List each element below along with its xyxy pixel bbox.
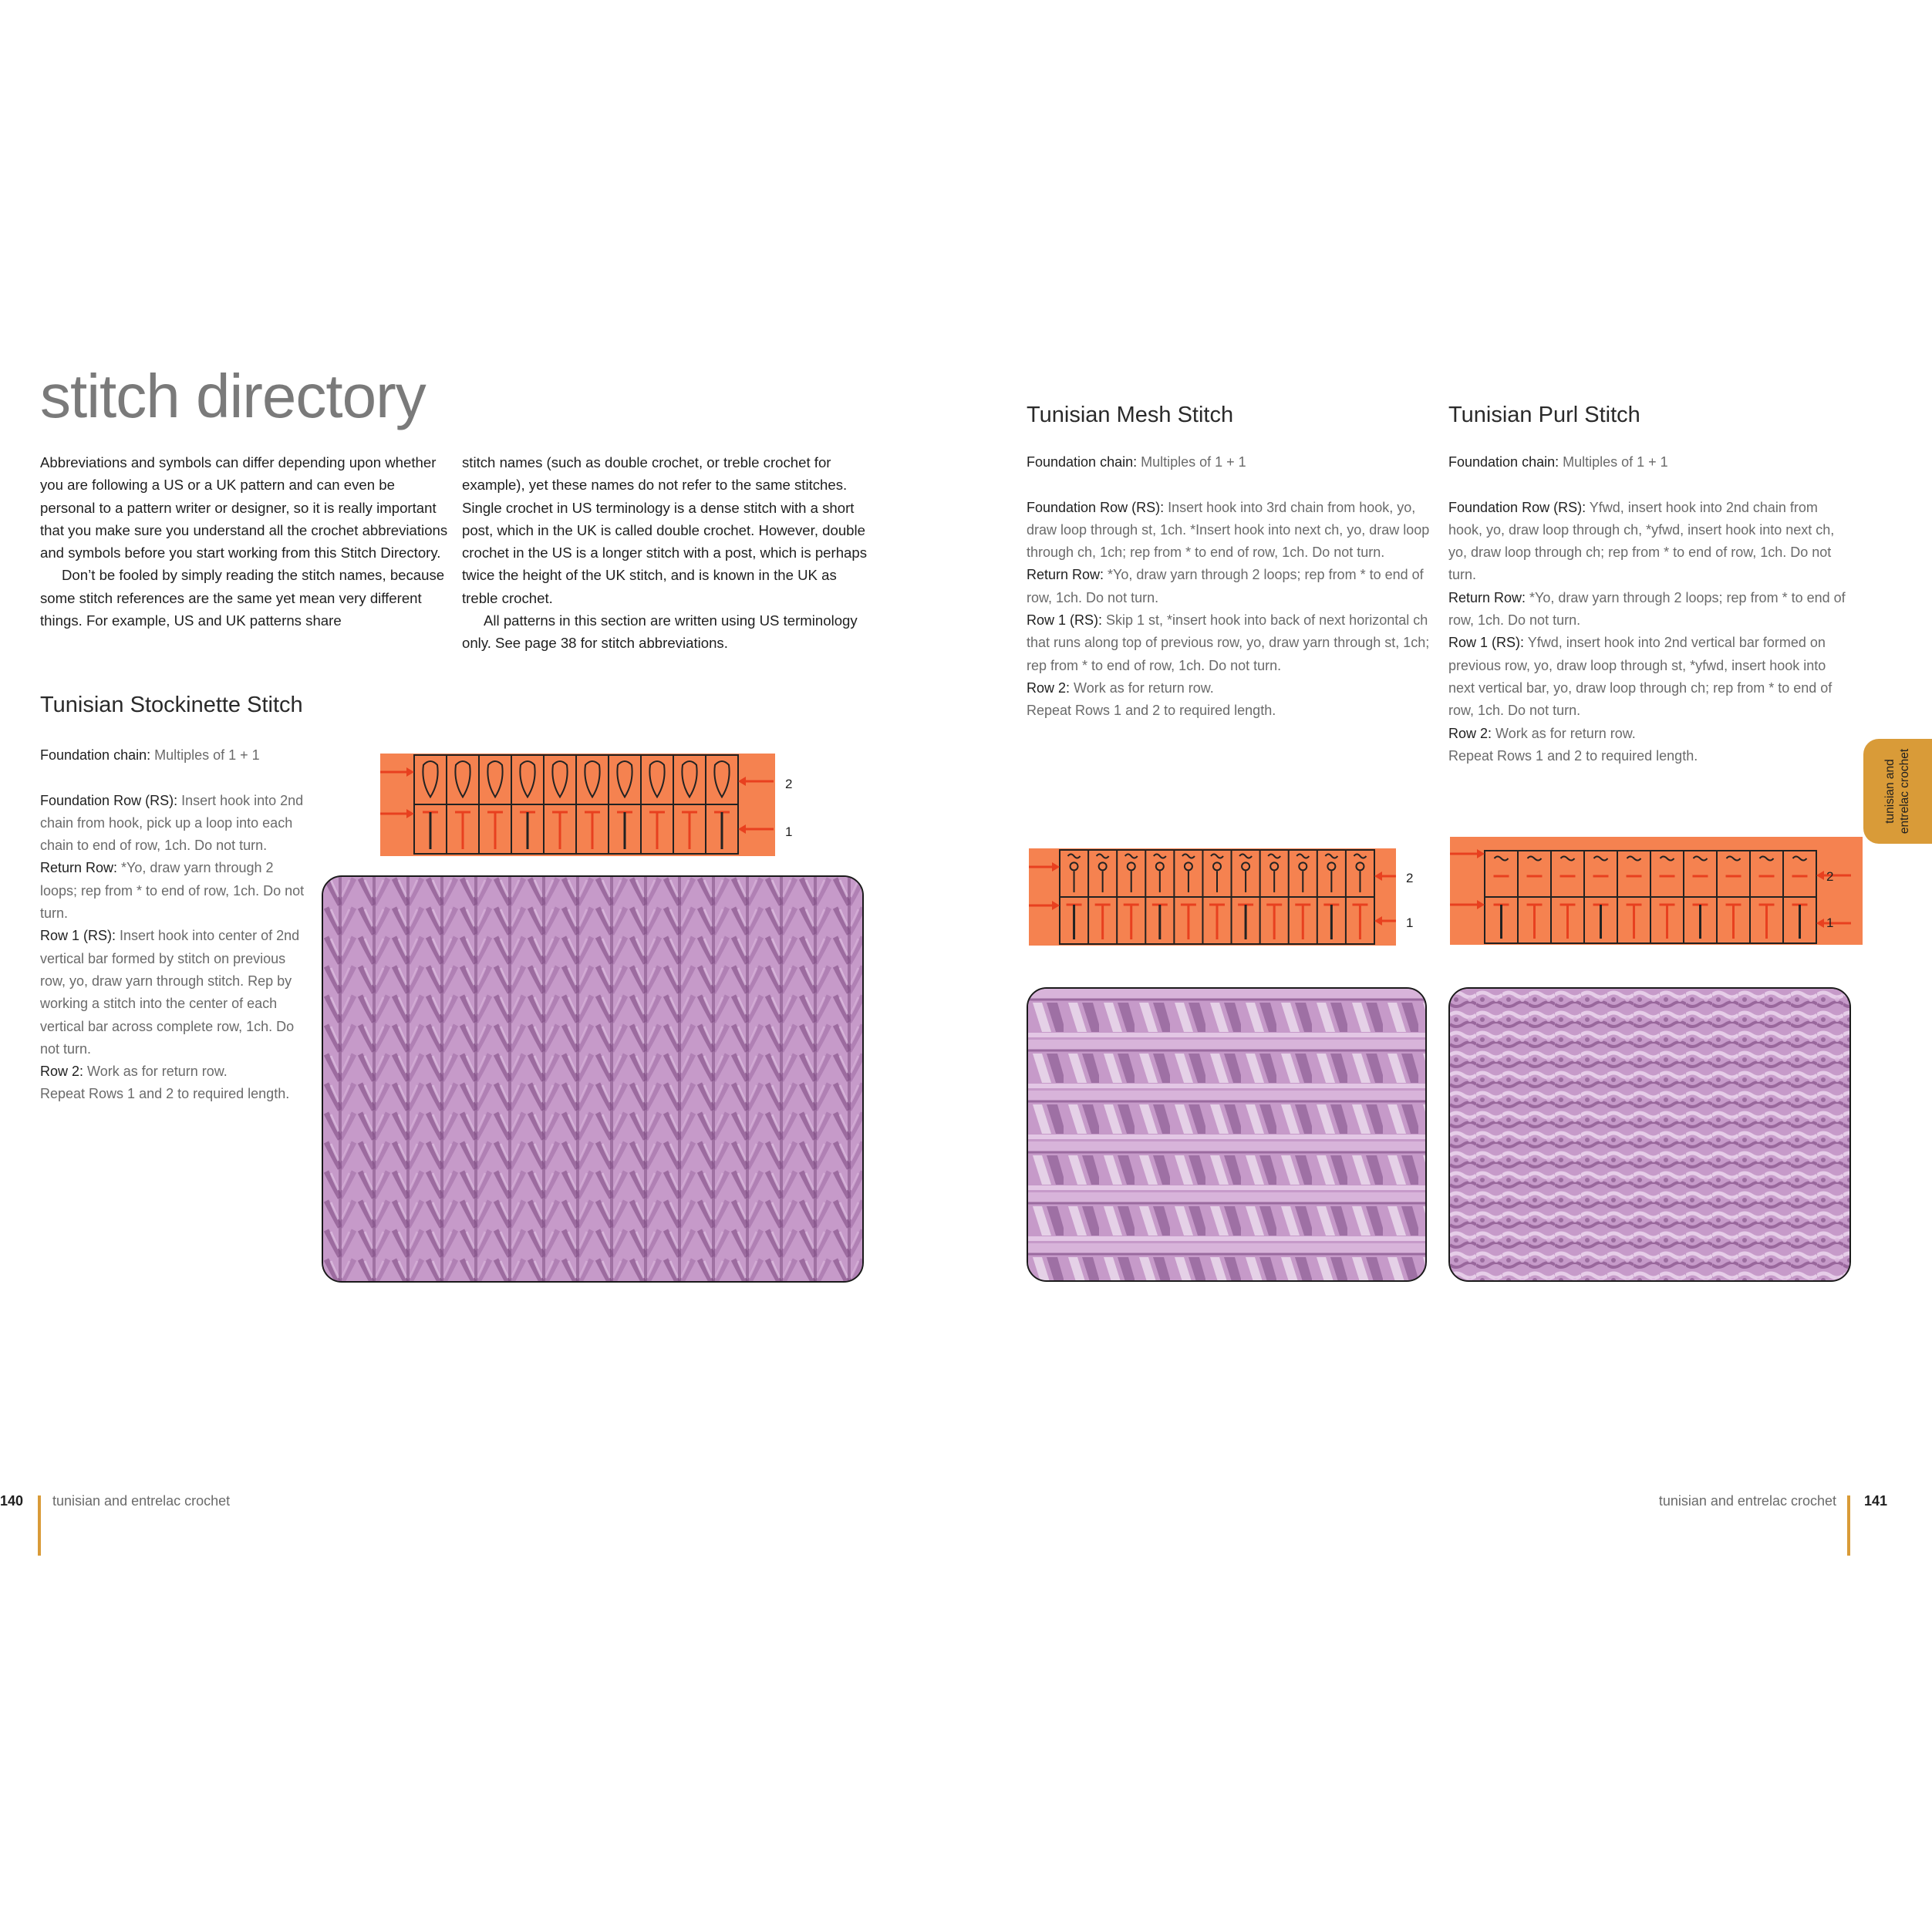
stitch-chart-purl — [1450, 837, 1863, 945]
chart-symbol — [1726, 857, 1741, 877]
chart-symbol — [1295, 905, 1310, 939]
chart-symbol — [1593, 905, 1609, 939]
value: Work as for return row. — [1070, 679, 1214, 696]
label: Foundation chain: — [40, 747, 151, 763]
value: *Yo, draw yarn through 2 loops; rep from * to end of row, 1ch. Do not turn. — [1027, 567, 1424, 605]
chart-symbol — [617, 761, 632, 797]
chart-symbol — [1759, 857, 1775, 877]
section-title-stockinette: Tunisian Stockinette Stitch — [40, 693, 303, 717]
value: Yfwd, insert hook into 2nd chain from hook, yo, draw loop through ch, *yfwd, insert hook into next ch, yo, draw loop through ch; rep from * to end of row, 1ch. Do not turn. — [1448, 499, 1835, 583]
value: Insert hook into 3rd chain from hook, yo, draw loop through st, 1ch. *Insert hook into next ch, yo, draw loop through ch, 1ch; rep from * to end of row, 1ch. Do not turn. — [1027, 499, 1430, 561]
side-tab-line: entrelac crochet — [1898, 748, 1911, 835]
label: Row 2: — [40, 1064, 84, 1080]
chart-symbol — [552, 761, 567, 797]
value: Multiples of 1 + 1 — [150, 747, 260, 763]
label: Return Row: — [1448, 589, 1526, 605]
chart-symbol — [1560, 905, 1576, 939]
chart-symbol — [1527, 905, 1543, 939]
chart-symbol — [1124, 905, 1139, 939]
intro-paragraph: All patterns in this section are written using US terminology only. See page 38 for stitch abbreviations. — [462, 612, 858, 652]
chart-symbol — [1181, 905, 1196, 939]
chart-symbol — [1693, 905, 1708, 939]
repeat-note: Repeat Rows 1 and 2 to required length. — [1448, 747, 1698, 764]
label: Foundation Row (RS): — [40, 792, 178, 808]
value: Work as for return row. — [83, 1064, 228, 1080]
chart-symbol — [1068, 855, 1081, 892]
chart-symbol — [1792, 905, 1808, 939]
chart-row-label: 1 — [1406, 915, 1414, 930]
chart-symbol — [1593, 857, 1609, 877]
stitch-chart-stockinette — [380, 754, 775, 856]
repeat-note: Repeat Rows 1 and 2 to required length. — [40, 1086, 290, 1102]
chart-symbol — [520, 761, 534, 797]
chart-symbol — [1792, 857, 1808, 877]
chart-graphic — [1450, 837, 1863, 945]
value: Insert hook into center of 2nd vertical bar formed by stitch on previous row, yo, draw yarn through stitch. Rep by working a stitch into the center of each vertical bar across complete row, 1ch. Do not turn. — [40, 928, 300, 1057]
chart-symbol — [585, 812, 600, 849]
page-number-right: 141 — [1864, 1493, 1888, 1509]
label: Return Row: — [1027, 567, 1104, 583]
value: Skip 1 st, *insert hook into back of next horizontal ch that runs along top of previous row, yo, draw yarn through st, 1ch; rep from * to end of row, 1ch. Do not turn. — [1027, 612, 1430, 673]
intro-paragraph: stitch names (such as double crochet, or treble crochet for example), yet these names do not refer to the same stitches. Single crochet in US terminology is a dense stitch with a short post, which in the UK is called double crochet. However, double crochet in the US is a longer stitch with a post, which is perhaps twice the height of the UK stitch, and is known in the UK as treble crochet. — [462, 454, 868, 606]
chart-symbol — [1209, 905, 1225, 939]
label: Foundation Row (RS): — [1027, 499, 1165, 515]
chart-symbol — [1627, 857, 1642, 877]
chart-symbol — [1095, 905, 1111, 939]
running-head-right: tunisian and entrelac crochet — [1658, 1493, 1836, 1509]
footer-rule-left — [38, 1495, 41, 1556]
chart-row-label: 1 — [1826, 915, 1834, 930]
label: Foundation chain: — [1027, 454, 1138, 470]
chart-symbol — [649, 761, 664, 797]
chart-symbol — [487, 812, 503, 849]
swatch-texture — [323, 877, 862, 1281]
chart-symbol — [1660, 857, 1675, 877]
chart-graphic — [380, 754, 775, 856]
swatch-texture — [1028, 989, 1425, 1280]
intro-paragraph: Abbreviations and symbols can differ depending upon whether you are following a US or a UK pattern and can even be personal to a pattern writer or designer, so it is really important that you make sure you understand all the crochet abbreviations and symbols before you start working from this Stitch Directory. — [40, 454, 448, 561]
chart-symbol — [1527, 857, 1543, 877]
chart-row-label: 2 — [1826, 869, 1834, 884]
chart-symbol — [423, 812, 438, 849]
chart-symbol — [1323, 905, 1339, 939]
value: *Yo, draw yarn through 2 loops; rep from * to end of row, 1ch. Do not turn. — [40, 860, 305, 922]
label: Foundation chain: — [1448, 454, 1559, 470]
chart-symbol — [487, 761, 502, 797]
swatch-texture — [1450, 989, 1849, 1280]
label: Return Row: — [40, 860, 118, 876]
chart-symbol — [1266, 905, 1282, 939]
chart-symbol — [1296, 855, 1309, 892]
chart-symbol — [1211, 855, 1223, 892]
intro-right-column — [462, 451, 871, 655]
stitch-chart-mesh — [1029, 848, 1396, 946]
value: *Yo, draw yarn through 2 loops; rep from * to end of row, 1ch. Do not turn. — [1448, 589, 1846, 629]
chart-row-label: 2 — [1406, 871, 1414, 885]
chart-graphic — [1029, 848, 1396, 946]
section-side-tab — [1863, 739, 1932, 844]
chart-symbol — [423, 761, 437, 797]
chart-row-label: 1 — [785, 824, 793, 839]
label: Row 2: — [1027, 679, 1071, 696]
chart-symbol — [1726, 905, 1741, 939]
intro-left-column — [40, 451, 449, 632]
chart-symbol — [455, 812, 470, 849]
chart-symbol — [1759, 905, 1775, 939]
label: Row 1 (RS): — [1448, 635, 1525, 651]
chart-symbol — [1627, 905, 1642, 939]
chart-row-label: 2 — [785, 777, 793, 791]
footer-rule-right — [1847, 1495, 1850, 1556]
running-head-left: tunisian and entrelac crochet — [52, 1493, 231, 1509]
chart-symbol — [617, 812, 632, 849]
chart-symbol — [649, 812, 665, 849]
swatch-photo-stockinette — [322, 875, 864, 1283]
swatch-photo-purl — [1448, 987, 1851, 1282]
chart-symbol — [1325, 855, 1337, 892]
chart-symbol — [1152, 905, 1168, 939]
label: Foundation Row (RS): — [1448, 499, 1586, 515]
value: Yfwd, insert hook into 2nd vertical bar formed on previous row, yo, draw loop through st, *yfwd, insert hook into next vertical bar, yo, draw loop through ch; rep from * to end of row, 1ch. Do not turn. — [1448, 635, 1833, 719]
chart-symbol — [1660, 905, 1675, 939]
section-title-purl: Tunisian Purl Stitch — [1448, 403, 1640, 427]
page-number-left: 140 — [0, 1493, 24, 1509]
chart-symbol — [714, 761, 729, 797]
pattern-purl — [1448, 451, 1849, 767]
page-title: stitch directory — [40, 362, 426, 430]
chart-symbol — [1268, 855, 1280, 892]
swatch-photo-mesh — [1027, 987, 1427, 1282]
label: Row 1 (RS): — [1027, 612, 1103, 629]
section-title-mesh: Tunisian Mesh Stitch — [1027, 403, 1234, 427]
chart-symbol — [1067, 905, 1082, 939]
value: Work as for return row. — [1492, 725, 1636, 741]
chart-symbol — [1560, 857, 1576, 877]
repeat-note: Repeat Rows 1 and 2 to required length. — [1027, 703, 1276, 719]
pattern-mesh — [1027, 451, 1435, 723]
chart-symbol — [1097, 855, 1109, 892]
chart-symbol — [714, 812, 730, 849]
chart-symbol — [1494, 905, 1509, 939]
chart-symbol — [1239, 855, 1252, 892]
chart-symbol — [1154, 855, 1166, 892]
value: Multiples of 1 + 1 — [1137, 454, 1246, 470]
side-tab-label — [1883, 749, 1912, 834]
chart-symbol — [455, 761, 470, 797]
chart-symbol — [682, 812, 697, 849]
chart-symbol — [520, 812, 535, 849]
intro-paragraph: Don’t be fooled by simply reading the stitch names, because some stitch references are the same yet mean very different things. For example, US and UK patterns share — [40, 567, 445, 629]
label: Row 1 (RS): — [40, 928, 116, 944]
value: Multiples of 1 + 1 — [1559, 454, 1668, 470]
value: Insert hook into 2nd chain from hook, pick up a loop into each chain to end of row, 1ch. Do not turn. — [40, 792, 304, 854]
chart-symbol — [1182, 855, 1195, 892]
chart-symbol — [682, 761, 696, 797]
pattern-stockinette — [40, 744, 306, 1106]
chart-symbol — [1352, 905, 1367, 939]
chart-symbol — [1238, 905, 1253, 939]
chart-symbol — [1494, 857, 1509, 877]
chart-symbol — [1693, 857, 1708, 877]
chart-symbol — [552, 812, 568, 849]
label: Row 2: — [1448, 725, 1492, 741]
chart-symbol — [585, 761, 599, 797]
chart-symbol — [1354, 855, 1366, 892]
side-tab-line: tunisian and — [1883, 759, 1897, 824]
chart-symbol — [1125, 855, 1138, 892]
